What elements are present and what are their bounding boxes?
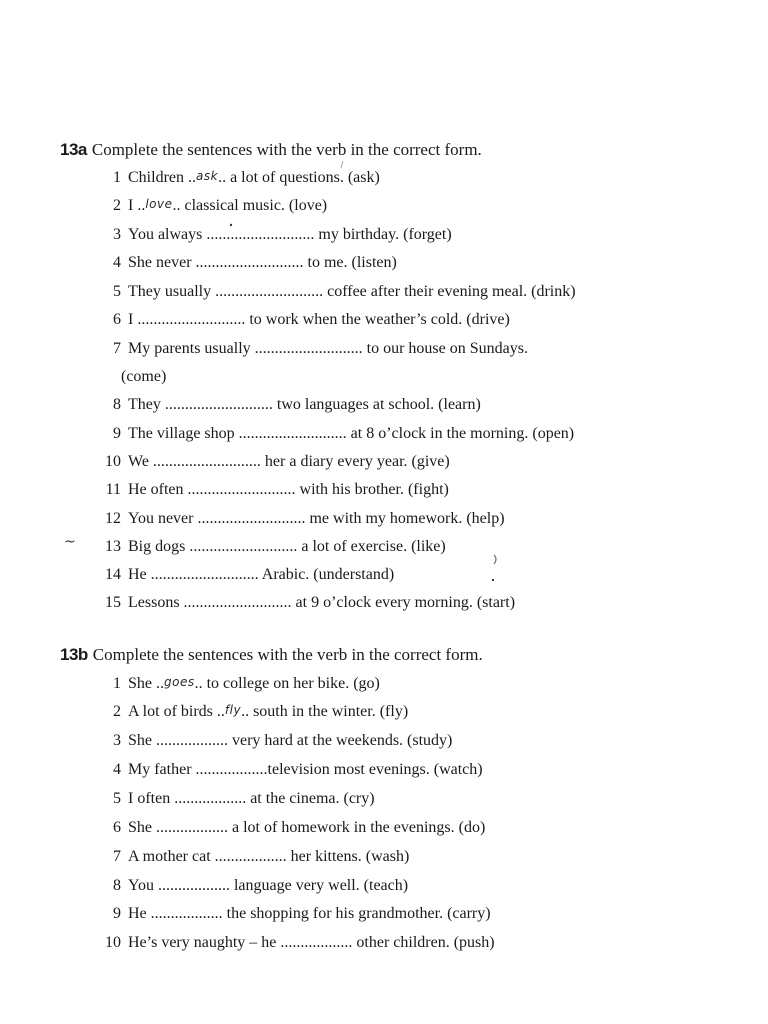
item-number: 8: [113, 877, 121, 894]
item-text: She never ........................... to me. (listen): [128, 254, 397, 271]
exercise-13a-item-7: [84, 340, 528, 358]
item-number: 3: [113, 732, 121, 749]
exercise-13a-item-11: [84, 481, 449, 499]
handwritten-answer: ask: [196, 169, 219, 183]
item-number: 6: [113, 311, 121, 328]
item-text: They ........................... two languages at school. (learn): [128, 396, 481, 413]
exercise-13b-item-3: [84, 732, 452, 750]
item-text: She .................. very hard at the weekends. (study): [128, 732, 453, 749]
exercise-13b-item-7: [84, 848, 409, 866]
item-text-after: .. a lot of questions. (ask): [218, 169, 380, 186]
exercise-instruction: Complete the sentences with the verb in the correct form.: [92, 645, 483, 664]
item-text: The village shop ........................... at 8 o’clock in the morning. (open): [128, 425, 575, 442]
exercise-13a-item-1: [84, 169, 380, 187]
pencil-dot-mark: [338, 160, 346, 170]
pencil-scribble-mark: [488, 553, 502, 585]
pencil-dot-mark: [228, 222, 234, 228]
exercise-instruction: Complete the sentences with the verb in the correct form.: [91, 140, 482, 159]
item-number: 10: [105, 453, 121, 470]
item-number: 6: [113, 819, 121, 836]
exercise-13a-item-9: [84, 425, 574, 443]
item-number: 7: [113, 848, 121, 865]
item-number: 1: [113, 675, 121, 692]
exercise-13b-item-9: [84, 905, 491, 923]
item-text-before: Children ..: [128, 169, 196, 186]
exercise-13a-item-6: [84, 311, 510, 329]
item-text: They usually ........................... coffee after their evening meal. (drink): [128, 283, 576, 300]
item-number: 9: [113, 425, 121, 442]
item-number: 10: [105, 934, 121, 951]
item-text: You never ........................... me with my homework. (help): [128, 510, 505, 527]
item-text: We ........................... her a diary every year. (give): [128, 453, 450, 470]
item-text: Big dogs ........................... a lot of exercise. (like): [128, 538, 446, 555]
exercise-13a-item-2: [84, 197, 327, 215]
item-text: He .................. the shopping for his grandmother. (carry): [128, 905, 491, 922]
item-text: A mother cat .................. her kittens. (wash): [128, 848, 410, 865]
exercise-13b-item-2: [84, 703, 408, 721]
item-text-after: .. south in the winter. (fly): [241, 703, 409, 720]
exercise-13b-item-4: [84, 761, 483, 779]
exercise-13a-item-13: [84, 538, 446, 556]
exercise-13b-item-1: [84, 675, 380, 693]
exercise-13a-item-7-continuation: (come): [121, 368, 167, 385]
item-text-before: A lot of birds ..: [128, 703, 225, 720]
item-text-after: .. to college on her bike. (go): [194, 675, 380, 692]
item-number: 14: [105, 566, 121, 583]
handwritten-answer: goes: [164, 675, 195, 689]
exercise-13a-item-10: [84, 453, 450, 471]
handwritten-answer: love: [145, 197, 173, 211]
exercise-13b-heading: [60, 645, 483, 665]
handwritten-answer: fly: [224, 703, 242, 717]
exercise-13a-item-5: [84, 283, 576, 301]
item-text: You always ........................... my birthday. (forget): [128, 226, 452, 243]
item-number: 9: [113, 905, 121, 922]
exercise-13b-item-10: [84, 934, 495, 952]
item-number: 13: [105, 538, 121, 555]
exercise-13a-item-12: [84, 510, 505, 528]
exercise-13b-item-5: [84, 790, 375, 808]
item-text: He ........................... Arabic. (understand): [128, 566, 395, 583]
item-text: He often ........................... with his brother. (fight): [128, 481, 449, 498]
item-text-after: .. classical music. (love): [172, 197, 328, 214]
margin-tick-mark: ~: [64, 534, 76, 550]
exercise-number: 13b: [60, 645, 88, 664]
item-number: 4: [113, 254, 121, 271]
item-number: 2: [113, 197, 121, 214]
item-text: I ........................... to work when the weather’s cold. (drive): [128, 311, 510, 328]
exercise-13a-item-4: [84, 254, 397, 272]
exercise-13b-item-6: [84, 819, 485, 837]
item-text: You .................. language very well. (teach): [128, 877, 409, 894]
item-text: My parents usually ........................... to our house on Sundays.: [128, 340, 528, 357]
item-number: 5: [113, 283, 121, 300]
item-number: 7: [113, 340, 121, 357]
item-number: 2: [113, 703, 121, 720]
item-number: 8: [113, 396, 121, 413]
item-text: I often .................. at the cinema. (cry): [128, 790, 375, 807]
item-number: 11: [105, 481, 121, 498]
exercise-13b-item-8: [84, 877, 408, 895]
item-number: 5: [113, 790, 121, 807]
item-number: 12: [105, 510, 121, 527]
item-number: 3: [113, 226, 121, 243]
item-text-before: I ..: [128, 197, 146, 214]
item-text: He’s very naughty – he .................. other children. (push): [128, 934, 495, 951]
item-number: 4: [113, 761, 121, 778]
exercise-13a-item-8: [84, 396, 481, 414]
exercise-number: 13a: [60, 140, 87, 159]
exercise-13a-item-14: [84, 566, 394, 584]
item-number: 1: [113, 169, 121, 186]
item-number: 15: [105, 594, 121, 611]
item-text: My father ..................television most evenings. (watch): [128, 761, 483, 778]
exercise-13a-item-15: [84, 594, 515, 612]
item-text: Lessons ........................... at 9 o’clock every morning. (start): [128, 594, 516, 611]
exercise-13a-heading: [60, 140, 482, 160]
item-text-before: She ..: [128, 675, 164, 692]
exercise-13a-item-3: [84, 226, 452, 244]
item-text: She .................. a lot of homework in the evenings. (do): [128, 819, 486, 836]
